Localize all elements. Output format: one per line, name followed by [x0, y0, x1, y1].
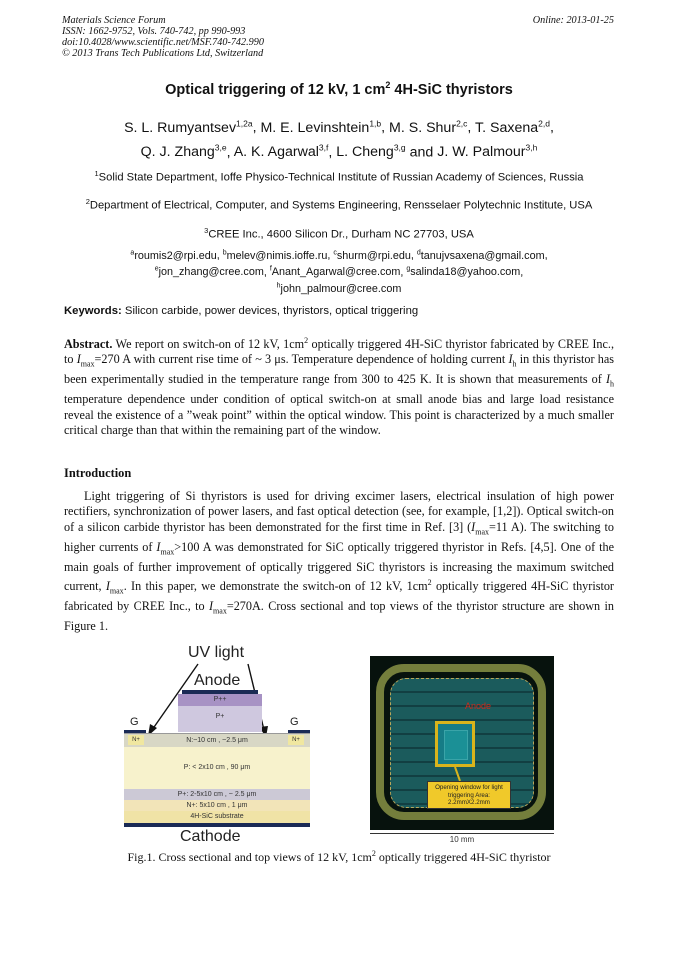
- author: S. L. Rumyantsev$^{1,2a}$: [124, 118, 253, 136]
- online-date: Online: 2013-01-25: [532, 15, 614, 26]
- n-layer: N:~10 cm , ~2.5 μm: [124, 733, 310, 748]
- author: A. K. Agarwal$^{3,f}$: [233, 142, 329, 161]
- author: L. Cheng$^{3,g}$: [336, 142, 406, 161]
- journal-name: Materials Science Forum: [62, 15, 166, 26]
- email[interactable]: $^e$jon_zhang@cree.com: [154, 265, 264, 279]
- introduction-paragraph: Light triggering of Si thyristors is used for driving excimer lasers, electrical insulation of high power rectifiers, synchronization of power lasers, and fast optical detection (see, for example, [1,2]). Optical switch-on of a silicon carbide thyristor has been demonstrated for the first time in Ref. [3] ($I_{max}=11$ A). The switching to higher currents of $I_{max}>100$ A was demonstrated for SiC optically triggered thyristor in Refs. [4,5]. One of the main goals of further improvement of optically triggered SiC thyristors is increasing the maximum switched current, $I_{max}$. In this paper, we demonstrate the switch-on of 12 kV, $1cm^2$ optically triggered 4H-SiC thyristor fabricated by CREE Inc., to $I_{max}=270A$. Cross sectional and top views of the thyristor structure are shown in Figure 1.: [64, 489, 614, 633]
- affiliation-1: $^1$Solid State Department, Ioffe Physico-Technical Institute of Russian Academy of Sciences, Russia: [94, 169, 584, 184]
- gate-label-left: G: [130, 716, 139, 728]
- cross-section-diagram: [120, 640, 320, 850]
- n-buffer-layer: N+: 5x10 cm , 1 μm: [124, 800, 310, 811]
- author-list: S. L. Rumyantsev$^{1,2a}$, M. E. Levinshtein$^{1,b}$, M. S. Shur$^{2,c}$, T. Saxena$^{2,d}$, Q. J. Zhang$^{3,e}$, A. K. Agarwal$^{3,f}$, L. Cheng$^{3,g}$ and J. W. Palmour$^{3,h}$: [124, 118, 554, 161]
- email[interactable]: $^h$john_palmour@cree.com: [276, 282, 402, 295]
- email[interactable]: $^g$salinda18@yahoo.com: [406, 265, 521, 279]
- doi: doi:10.4028/www.scientific.net/MSF.740-742.990: [62, 37, 264, 48]
- author: J. W. Palmour$^{3,h}$: [437, 142, 538, 161]
- paper-title: Optical triggering of 12 kV, 1 $cm^2$ 4H-SiC thyristors: [165, 80, 513, 98]
- n-plus-right: N+: [288, 735, 304, 745]
- n-plus-left: N+: [128, 735, 144, 745]
- p-buffer-layer: P+: 2-5x10 cm , ~ 2.5 μm: [124, 789, 310, 800]
- substrate-layer: 4H-SiC substrate: [124, 811, 310, 823]
- copyright: © 2013 Trans Tech Publications Ltd, Switzerland: [62, 48, 264, 59]
- email[interactable]: $^b$melev@nimis.ioffe.ru: [222, 249, 328, 262]
- email[interactable]: $^d$tanujvsaxena@gmail.com: [416, 249, 545, 262]
- email[interactable]: $^c$shurm@rpi.edu: [333, 249, 411, 262]
- journal-header: [62, 15, 264, 59]
- abstract-label: Abstract.: [64, 337, 113, 352]
- author: M. S. Shur$^{2,c}$: [389, 118, 468, 136]
- affiliation-2: $^2$Department of Electrical, Computer, and Systems Engineering, Rensselaer Polytechnic Institute, USA: [85, 197, 593, 212]
- cathode-label: Cathode: [180, 828, 241, 845]
- scale-bar: [370, 833, 554, 834]
- issn: ISSN: 1662-9752, Vols. 740-742, pp 990-993: [62, 26, 246, 37]
- email-list: $^a$roumis2@rpi.edu, $^b$melev@nimis.ioffe.ru, $^c$shurm@rpi.edu, $^d$tanujvsaxena@gmail.com, $^e$jon_zhang@cree.com, $^f$Anant_Agarwal@cree.com, $^g$salinda18@yahoo.com, $^h$john_palmour@cree.com: [130, 249, 548, 295]
- abstract: Abstract. We report on switch-on of 12 kV, $1cm^2$ optically triggered 4H-SiC thyristor fabricated by CREE Inc., to $I_{max}=270$ A with current rise time of ~ 3 μs. Temperature dependence of holding current $I_h$ in this thyristor has been experimentally studied in the temperature range from 300 to 425 K. It is shown that measurements of $I_h$ temperature dependence under condition of optical switch-on at small anode bias and large load resistance reveal the existence of a ”weak point” within the optical window. This point is characterized by a much smaller critical charge than that within the remaining part of the window.: [64, 336, 615, 437]
- author: T. Saxena$^{2,d}$: [475, 118, 550, 136]
- keywords: Keywords: Silicon carbide, power devices, thyristors, optical triggering: [64, 305, 419, 317]
- top-view-photo: [370, 656, 554, 830]
- affiliation-3: $^3$CREE Inc., 4600 Silicon Dr., Durham NC 27703, USA: [204, 226, 474, 241]
- p-drift-layer: P: < 2x10 cm , 90 μm: [124, 747, 310, 789]
- gate-label-right: G: [290, 716, 299, 728]
- cathode-contact: [124, 823, 310, 827]
- opening-window-label: Opening window for light triggering Area: 2.2mmX2.2mm: [427, 781, 511, 809]
- email[interactable]: $^f$Anant_Agarwal@cree.com: [269, 265, 401, 279]
- uv-light-label: UV light: [188, 644, 245, 661]
- author: Q. J. Zhang$^{3,e}$: [140, 142, 227, 161]
- anode-label: Anode: [194, 672, 241, 689]
- photo-anode-label: Anode: [465, 701, 492, 711]
- p-plus-plus-layer: P++: [178, 694, 262, 706]
- section-title-introduction: Introduction: [64, 466, 132, 480]
- email[interactable]: $^a$roumis2@rpi.edu: [130, 249, 217, 262]
- scale-label: 10 mm: [449, 835, 475, 844]
- p-plus-layer: P+: [178, 706, 262, 732]
- author: M. E. Levinshtein$^{1,b}$: [260, 118, 382, 136]
- figure-caption: Fig.1. Cross sectional and top views of 12 kV, $1cm^2$ optically triggered 4H-SiC thyristor: [127, 849, 551, 864]
